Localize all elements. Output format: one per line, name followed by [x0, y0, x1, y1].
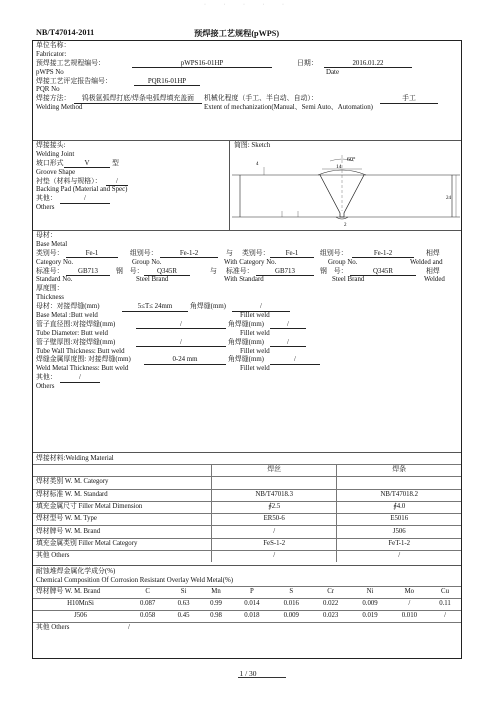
steel-label: 钢 号： — [116, 267, 144, 275]
wm-electrode-value[interactable]: / — [337, 551, 461, 563]
base-metal-title: 母材： — [36, 232, 57, 239]
group2-field[interactable]: Fe-1-2 — [352, 250, 414, 259]
tube-fillet-field[interactable]: / — [270, 321, 306, 330]
wall-fillet-label: 角焊缝(mm) — [228, 338, 264, 346]
wm-row-label: 填充金属类别 Filler Metal Category — [33, 538, 212, 550]
tube-butt-label: 管子直径围:对接焊缝(mm) — [36, 320, 116, 328]
overlay-header-element: Cr — [311, 587, 350, 599]
overlay-header-element: Cu — [429, 587, 461, 599]
mechanization-label: 机械化程度（手工、半自动、自动）： — [204, 95, 318, 103]
groove-suffix: 型 — [112, 159, 119, 167]
welding-material-row — [33, 489, 461, 501]
pwps-no-label: 预焊接工艺规程编号： — [36, 59, 105, 67]
overlay-other-value[interactable]: / — [128, 623, 461, 635]
overlay-header-row — [33, 587, 461, 599]
welding-material-row — [33, 526, 461, 538]
overlay-other-row — [33, 623, 461, 635]
welding-material-row — [33, 477, 461, 489]
joint-title: 焊接接头: — [36, 142, 66, 149]
overlay-value-cell[interactable]: 0.010 — [390, 611, 429, 623]
wall-fillet-field[interactable]: / — [270, 339, 306, 348]
mechanization-en: Extent of mechanization(Manual、Semi Auto、Automation) — [204, 104, 373, 112]
wm-row-label: 焊材牌号 W. M. Brand — [33, 526, 212, 538]
bm-fillet-field[interactable]: / — [232, 303, 290, 312]
wm-header-electrode: 焊条 — [337, 465, 461, 477]
overlay-header-element: C — [128, 587, 167, 599]
joint-title-en: Welding Joint — [36, 150, 75, 158]
welding-material-row — [33, 538, 461, 550]
tube-butt-en: Tube Diameter: Butt weld — [36, 329, 108, 337]
wm-wire-value[interactable]: ∮2.5 — [212, 501, 337, 513]
section-base-metal — [33, 231, 461, 453]
date-label: 日期： — [297, 59, 318, 67]
tube-fillet-en: Fillet weld — [240, 329, 270, 337]
wm-wire-value[interactable]: ER50-6 — [212, 514, 337, 526]
with2-label: 与 — [210, 267, 217, 275]
sketch-b: 4 — [256, 162, 259, 167]
backing-en: Backing Pad (Material and Spec) — [36, 186, 128, 194]
overlay-header-element: S — [272, 587, 311, 599]
pqr-no-en: PQR No — [36, 86, 60, 94]
sketch-angle: 60° — [347, 157, 356, 163]
section-general-info — [33, 41, 461, 141]
joint-other-label: 其他： — [36, 195, 57, 203]
overlay-value-cell[interactable]: 0.016 — [272, 599, 311, 611]
overlay-row — [33, 611, 461, 623]
base-metal-other-en: Others — [36, 383, 55, 391]
overlay-header-element: Mo — [390, 587, 429, 599]
welding-material-row — [33, 501, 461, 513]
wm-electrode-value[interactable]: ∮4.0 — [337, 501, 461, 513]
overlay-value-cell[interactable]: 0.009 — [350, 599, 389, 611]
bm-butt-en: Base Metal :Butt weld — [36, 312, 98, 320]
overlay-value-cell[interactable]: 0.45 — [167, 611, 199, 623]
wm-wire-value[interactable]: NB/T47018.3 — [212, 489, 337, 501]
overlay-value-cell[interactable]: 0.11 — [429, 599, 461, 611]
welded-and-en: Welded and — [410, 258, 443, 266]
section-welding-material — [33, 453, 461, 566]
overlay-brand-cell: J506 — [33, 611, 128, 623]
base-metal-other-label: 其他： — [36, 374, 57, 382]
weld-metal-fillet-field[interactable]: / — [270, 356, 320, 365]
steel2-field[interactable]: Q345R — [350, 268, 416, 277]
welded-en: Welded — [424, 276, 445, 284]
category-field[interactable]: Fe-1 — [66, 250, 118, 259]
wm-row-label: 焊材类别 W. M. Category — [33, 477, 212, 489]
overlay-table — [33, 586, 461, 634]
welding-material-row — [33, 514, 461, 526]
group-field[interactable]: Fe-1-2 — [160, 250, 218, 259]
wall-butt-en: Tube Wall Thickness: Butt weld — [36, 347, 125, 355]
weld-metal-fillet-en: Fillet weld — [240, 365, 270, 373]
section-overlay-composition — [33, 566, 461, 658]
joint-other-field[interactable]: / — [60, 195, 110, 204]
tube-butt-field[interactable]: / — [136, 321, 226, 330]
top-margin-dots: · · · · · — [204, 2, 292, 8]
joint-other-en: Others — [36, 204, 55, 212]
wm-electrode-value[interactable]: FeT-1-2 — [337, 538, 461, 550]
wm-electrode-value[interactable]: J506 — [337, 526, 461, 538]
unit-name-label: 单位名称： — [36, 42, 71, 49]
bm-butt-field[interactable]: 5≤T≤ 24mm — [122, 303, 188, 312]
overlay-other-label: 其他 Others — [33, 623, 128, 635]
overlay-title-en: Chemical Composition Of Corrosion Resistant Overlay Weld Metal(%) — [36, 577, 234, 584]
wall-butt-label: 管子壁厚围:对接焊缝(mm) — [36, 338, 116, 346]
with-standard-en: With Standard — [224, 276, 264, 284]
wm-wire-value[interactable]: FeS-1-2 — [212, 538, 337, 550]
wm-row-label: 填充金属尺寸 Filler Metal Dimension — [33, 501, 212, 513]
section-welding-joint — [33, 141, 461, 231]
pqr-no-field[interactable]: PQR16-01HP — [134, 78, 200, 87]
page-header — [36, 28, 458, 40]
pwps-form — [32, 40, 462, 659]
tube-fillet-label: 角焊缝(mm) — [228, 320, 264, 328]
weld-metal-butt-field[interactable]: 0-24 mm — [144, 356, 226, 365]
groove-label: 坡口形式 — [36, 159, 64, 167]
weld-metal-butt-label: 焊缝金属厚度围: 对接焊缝(mm) — [36, 356, 131, 364]
welding-method-field[interactable]: 钨极氩弧焊打底/焊条电弧焊填充盖面 — [74, 95, 202, 104]
with-label: 与 — [226, 249, 233, 257]
welding-method-en: Welding Method — [36, 104, 83, 112]
standard-en: Standard No. — [36, 276, 73, 284]
overlay-value-cell[interactable]: / — [390, 599, 429, 611]
welding-material-row — [33, 551, 461, 563]
category2-label: 类别号： — [242, 249, 270, 257]
overlay-brand-cell: H10MnSi — [33, 599, 128, 611]
group-en: Group No. — [132, 258, 162, 266]
overlay-row — [33, 599, 461, 611]
standard-number: NB/T47014-2011 — [36, 28, 95, 37]
overlay-value-cell[interactable]: 0.019 — [350, 611, 389, 623]
with-category-en: With Category No. — [224, 258, 277, 266]
pwps-no-field[interactable]: pWPS16-01HP — [132, 60, 272, 69]
overlay-value-cell[interactable]: 0.99 — [200, 599, 232, 611]
document-title: 预焊接工艺规程(pWPS) — [194, 29, 280, 38]
wm-header-blank — [33, 465, 212, 477]
joint-params — [33, 141, 231, 214]
overlay-header-element: P — [232, 587, 271, 599]
standard-label: 标准号： — [36, 267, 64, 275]
overlay-value-cell[interactable]: 0.058 — [128, 611, 167, 623]
wm-electrode-value[interactable]: NB/T47018.2 — [337, 489, 461, 501]
wm-header-wire: 焊丝 — [212, 465, 337, 477]
mechanization-field[interactable]: 手工 — [380, 95, 438, 104]
fabricator-label: Fabricator: — [36, 50, 67, 58]
wm-wire-value[interactable] — [212, 477, 337, 489]
sketch-gap: 2 — [344, 223, 347, 228]
group2-en: Group No. — [328, 258, 358, 266]
overlay-header-element: Ni — [350, 587, 389, 599]
thickness-title-en: Thickness — [36, 294, 64, 302]
wm-wire-value[interactable]: / — [212, 526, 337, 538]
overlay-header-element: Si — [167, 587, 199, 599]
overlay-value-cell[interactable]: 0.022 — [311, 599, 350, 611]
page-footer — [0, 669, 496, 678]
pwps-no-en: pWPS No — [36, 68, 64, 76]
groove-field[interactable]: V — [64, 160, 110, 169]
steel-field[interactable]: Q345R — [144, 268, 190, 277]
weld-metal-fillet-label: 角焊缝(mm) — [228, 356, 264, 364]
footer-rule — [238, 677, 286, 678]
overlay-value-cell[interactable]: 0.087 — [128, 599, 167, 611]
thickness-title: 厚度围： — [36, 285, 64, 293]
overlay-value-cell[interactable]: 0.63 — [167, 599, 199, 611]
overlay-title: 耐蚀堆焊金属化学成分(%) — [36, 568, 116, 575]
overlay-header-element: Mn — [200, 587, 232, 599]
groove-en: Groove Shape — [36, 168, 76, 176]
weld-metal-butt-en: Weld Metal Thickness: Butt weld — [36, 365, 129, 373]
overlay-value-cell[interactable]: 0.009 — [272, 611, 311, 623]
standard2-field[interactable]: GB713 — [256, 268, 314, 277]
wm-row-label: 焊材型号 W. M. Type — [33, 514, 212, 526]
welding-material-title: 焊接材料:Welding Material — [36, 455, 114, 462]
wall-fillet-en: Fillet weld — [240, 347, 270, 355]
date-field[interactable]: 2016.01.22 — [324, 60, 412, 69]
sketch-label: 简图: Sketch — [234, 142, 271, 149]
backing-field[interactable]: / — [106, 178, 128, 187]
overlay-value-cell[interactable]: / — [429, 611, 461, 623]
standard2-label: 标准号： — [226, 267, 254, 275]
weld-label: 相焊 — [426, 249, 440, 257]
groove-sketch — [232, 153, 460, 229]
group-label: 组别号： — [130, 249, 158, 257]
pqr-no-label: 焊接工艺评定报告编号： — [36, 77, 112, 85]
weld2-label: 相焊 — [426, 267, 440, 275]
wm-electrode-value[interactable] — [337, 477, 461, 489]
bm-fillet-label: 角焊缝(mm) — [190, 303, 226, 311]
standard-field[interactable]: GB713 — [66, 268, 110, 277]
base-metal-other-field[interactable]: / — [60, 374, 100, 383]
wm-wire-value[interactable]: / — [212, 551, 337, 563]
page-number: 1 / 30 — [239, 669, 257, 678]
steel-en: Steel Brand — [136, 276, 169, 284]
wm-row-label: 其他 Others — [33, 551, 212, 563]
wm-electrode-value[interactable]: E5016 — [337, 514, 461, 526]
steel2-en: Steel Brand — [332, 276, 365, 284]
steel2-label: 钢 号： — [320, 267, 348, 275]
backing-label: 衬垫（材料与规格）： — [36, 177, 102, 185]
overlay-value-cell[interactable]: 0.014 — [232, 599, 271, 611]
sketch-t: 24 — [446, 196, 451, 201]
overlay-header-brand: 焊材牌号 W. M. Brand — [33, 587, 128, 599]
welding-method-label: 焊接方法： — [36, 95, 71, 103]
sketch-r: 14 — [336, 164, 342, 170]
overlay-value-cell[interactable]: 0.018 — [232, 611, 271, 623]
category2-field[interactable]: Fe-1 — [270, 250, 314, 259]
group2-label: 组别号： — [320, 249, 348, 257]
date-en: Date — [326, 68, 340, 76]
welding-material-table — [33, 464, 461, 562]
wall-butt-field[interactable]: / — [136, 339, 226, 348]
base-metal-title-en: Base Metal — [36, 240, 68, 248]
overlay-value-cell[interactable]: 0.98 — [200, 611, 232, 623]
wm-row-label: 焊材标准 W. M. Standard — [33, 489, 212, 501]
welding-material-header-row — [33, 465, 461, 477]
category-label: 类别号： — [36, 249, 64, 257]
overlay-value-cell[interactable]: 0.023 — [311, 611, 350, 623]
bm-butt-label: 母材：对接焊缝(mm) — [36, 303, 100, 311]
bm-fillet-en: Fillet weld — [240, 312, 270, 320]
category-en: Category No. — [36, 258, 74, 266]
